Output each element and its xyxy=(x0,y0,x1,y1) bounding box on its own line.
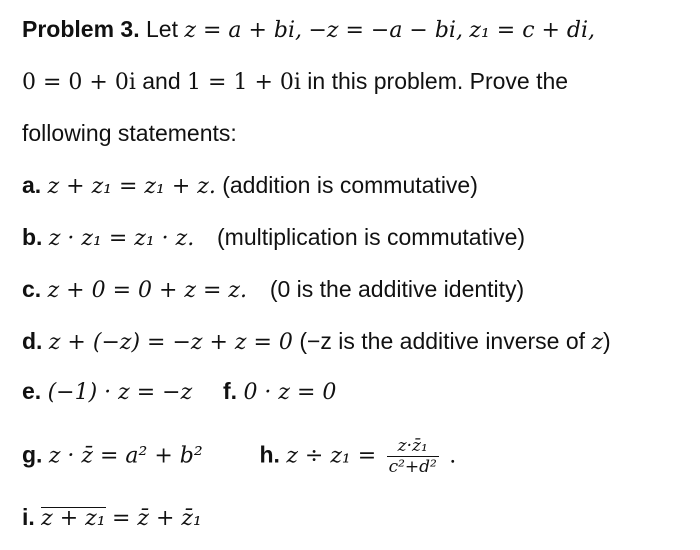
statement-d-math: z + (−z) = −z + z = 0 xyxy=(48,330,293,355)
statement-c xyxy=(22,274,524,306)
intro-text-3: following statements: xyxy=(22,120,237,146)
statement-d-text xyxy=(299,328,610,354)
intro-text-2: in this problem. Prove the xyxy=(307,68,569,94)
statement-i-label: i. xyxy=(22,504,35,530)
def-z1: z₁ = c + di, xyxy=(469,18,596,43)
def-neg-z: −z = −a − bi, xyxy=(308,18,463,43)
intro-and: and xyxy=(142,68,181,94)
problem-line-3 xyxy=(22,118,237,148)
statement-i-rhs: = z̄ + z̄₁ xyxy=(111,506,202,531)
statement-g-h xyxy=(22,436,456,477)
statement-a-label: a. xyxy=(22,172,42,198)
problem-line-2 xyxy=(22,66,568,98)
statement-c-text: (0 is the additive identity) xyxy=(269,276,525,302)
statement-h-label: h. xyxy=(259,441,280,468)
def-z: z = a + bi, xyxy=(184,18,303,43)
statement-e-label: e. xyxy=(22,378,42,404)
statement-b-label: b. xyxy=(22,224,43,250)
statement-b-text: (multiplication is commutative) xyxy=(217,224,526,250)
statement-b-math: z · z₁ = z₁ · z. xyxy=(48,226,195,251)
statement-d-text-post: ) xyxy=(603,328,611,354)
def-zero: 0 = 0 + 0i xyxy=(22,70,136,95)
statement-g-label: g. xyxy=(22,441,43,468)
intro-text-let: Let xyxy=(146,16,178,42)
statement-h-fraction xyxy=(387,436,439,477)
statement-d xyxy=(22,326,611,358)
statement-d-text-pre: (−z is the additive inverse of xyxy=(299,328,586,354)
statement-h-lhs: z ÷ z₁ = xyxy=(286,443,377,469)
statement-c-label: c. xyxy=(22,276,42,302)
statement-i xyxy=(22,502,202,534)
problem-label: Problem 3. xyxy=(22,16,140,42)
statement-a-math: z + z₁ = z₁ + z. xyxy=(47,174,216,199)
statement-b xyxy=(22,222,525,254)
def-one: 1 = 1 + 0i xyxy=(187,70,301,95)
statement-c-math: z + 0 = 0 + z = z. xyxy=(47,278,248,303)
statement-f-label: f. xyxy=(222,378,238,404)
fraction-numerator: z·z̄₁ xyxy=(397,436,428,456)
statement-a-text: (addition is commutative) xyxy=(222,172,478,198)
statement-d-text-var: z xyxy=(591,330,604,355)
fraction-denominator: c²+d² xyxy=(388,457,437,477)
statement-h-tail: . xyxy=(449,443,457,469)
statement-e-f xyxy=(22,376,336,408)
statement-a xyxy=(22,170,478,202)
statement-g-math: z · z̄ = a² + b² xyxy=(48,443,203,469)
problem-line-1 xyxy=(22,14,595,46)
statement-i-conjugate-expr: z + z₁ xyxy=(41,506,106,531)
statement-f-math: 0 · z = 0 xyxy=(243,380,337,405)
statement-e-math: (−1) · z = −z xyxy=(47,380,193,405)
statement-d-label: d. xyxy=(22,328,43,354)
